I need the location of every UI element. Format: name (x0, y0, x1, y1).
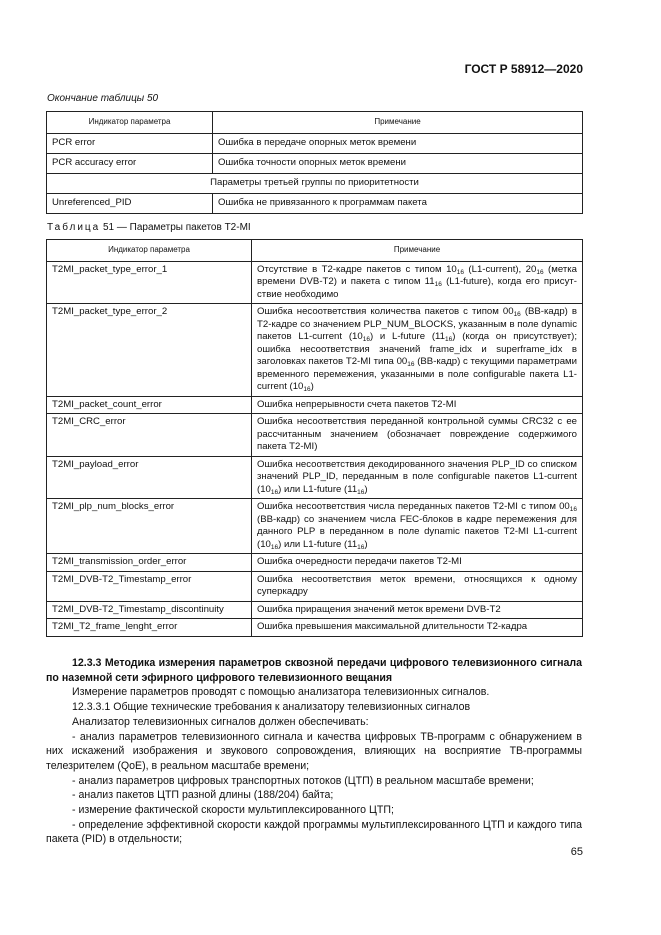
table50-col-note: Примечание (213, 112, 583, 134)
section-heading: 12.3.3 Методика измерения параметров сквозной передачи цифрового телевизионного сигнала по наземной сети эфирного цифрового телевизионного вещания (46, 657, 582, 684)
note-text: ) (364, 538, 368, 550)
table50-col-indicator: Индикатор параметра (47, 112, 213, 134)
subscript: 16 (357, 488, 365, 496)
paragraph: Анализатор телевизионных сигналов должен обеспечивать: (72, 715, 369, 728)
table-row (47, 499, 583, 554)
row-note (252, 571, 583, 601)
table-row (47, 554, 583, 572)
row-indicator: T2MI_T2_frame_lenght_error (47, 619, 252, 637)
table-row (47, 396, 583, 414)
table-51 (46, 239, 583, 637)
table51-header-row (47, 240, 583, 262)
row-indicator: T2MI_packet_type_error_2 (47, 304, 252, 397)
paragraph: 12.3.3.1 Общие технические требования к анализатору телевизионных сигналов (72, 701, 471, 714)
note-text: ) и L-future (11 (369, 331, 445, 342)
table-row (47, 133, 583, 153)
row-note (252, 304, 583, 397)
note-text: (BB-кадр) с текущими параметрами временного перемежения, указанными в поле configurable пакета L1-current (10 (257, 356, 577, 392)
paragraph: - анализ параметров телевизионного сигнала и качества цифровых ТВ-программ с обнаружением в них искажений изображения и звукового сопровождения, влияющих на восприятие ТВ-программы телезрителем (QoE), в реальном масштабе времени; (46, 730, 582, 772)
note-text: ) (310, 381, 314, 392)
section-paragraphs (46, 685, 582, 847)
note-text: Отсутствие в T2-кадре пакетов с типом 10 (257, 263, 457, 275)
row-indicator: T2MI_packet_count_error (47, 396, 252, 414)
subscript: 16 (270, 543, 279, 551)
row-indicator: T2MI_plp_num_blocks_error (47, 499, 252, 554)
row-indicator: PCR accuracy error (47, 153, 213, 173)
paragraph: - анализ пакетов ЦТП разной длины (188/204) байта; (72, 789, 334, 802)
standard-code: ГОСТ Р 58912—2020 (464, 62, 583, 76)
table50-caption: Окончание таблицы 50 (47, 93, 159, 104)
subscript: 16 (513, 311, 521, 318)
note-text: ) (когда он присутствует); ошибка несоответствия значений frame_idx и superframe_idx в заголовках пакетов T2-MI типа 00 (257, 331, 577, 367)
row-indicator: T2MI_packet_type_error_1 (47, 261, 252, 304)
subscript: 16 (270, 488, 279, 496)
note-text: ) или L1-future (11 (278, 538, 358, 550)
paragraph: Измерение параметров проводят с помощью анализатора телевизионных сигналов. (72, 686, 490, 699)
note-text: Ошибка очередности передачи пакетов T2-MI (257, 556, 462, 567)
table-row (47, 571, 583, 601)
row-note: Ошибка точности опорных меток времени (213, 153, 583, 173)
note-text: (L1-future), когда его присутствие необходимо (257, 276, 577, 300)
table50-header-row (47, 112, 583, 134)
row-indicator: T2MI_payload_error (47, 456, 252, 499)
row-indicator: T2MI_transmission_order_error (47, 554, 252, 572)
row-note (252, 499, 583, 554)
row-note (252, 396, 583, 414)
subscript: 16 (434, 281, 442, 288)
note-text: (метка времени DVB-T2) и пакета с типом 11 (257, 263, 577, 287)
table51-col-note: Примечание (252, 240, 583, 262)
paragraph: - определение эффективной скорости каждой программы мультиплексированного ЦТП и каждого типа пакета (PID) в отдельности; (46, 818, 582, 846)
subscript: 16 (303, 386, 311, 393)
note-text: Ошибка несоответствия меток времени, относящихся к одному суперкадру (257, 573, 577, 597)
table-row (47, 619, 583, 637)
note-text: ) или L1-future (11 (278, 483, 358, 495)
subscript: 16 (357, 543, 365, 551)
row-note (252, 456, 583, 499)
note-text: (L1-current), 20 (463, 263, 537, 275)
table-row (47, 153, 583, 173)
table-row (47, 601, 583, 619)
row-note (252, 261, 583, 304)
table-row (47, 261, 583, 304)
row-indicator: T2MI_CRC_error (47, 414, 252, 457)
row-indicator: PCR error (47, 133, 213, 153)
table51-col-indicator: Индикатор параметра (47, 240, 252, 262)
subscript: 16 (362, 336, 370, 343)
note-text: (BB-кадр) в T2-кадре со значением PLP_NUM_BLOCKS, указанным в поле dynamic пакетов L1-current (10 (257, 306, 577, 342)
note-text: Ошибка несоответствия количества пакетов с типом 00 (257, 306, 514, 317)
note-text: Ошибка приращения значений меток времени DVB-T2 (257, 603, 501, 615)
row-note (252, 601, 583, 619)
subscript: 16 (536, 268, 544, 276)
row-note (252, 554, 583, 572)
table-row (47, 414, 583, 457)
row-note: Ошибка не привязанного к программам пакета (213, 193, 583, 213)
table51-caption-word: Таблица (47, 222, 101, 233)
row-indicator: T2MI_DVB-T2_Timestamp_discontinuity (47, 601, 252, 619)
row-note: Ошибка в передаче опорных меток времени (213, 133, 583, 153)
row-indicator: T2MI_DVB-T2_Timestamp_error (47, 571, 252, 601)
subscript: 16 (445, 336, 453, 343)
subscript: 16 (569, 506, 577, 513)
note-text: Ошибка превышения максимальной длительности T2-кадра (257, 621, 528, 632)
group-row-label: Параметры третьей группы по приоритетности (47, 173, 583, 193)
paragraph: - измерение фактической скорости мультиплексированного ЦТП; (72, 804, 394, 817)
table-row (47, 193, 583, 213)
section-12-3-3 (46, 656, 582, 847)
note-text: Ошибка несоответствия декодированного значения PLP_ID со списком значений PLP_ID, переданным в поле configurable пакетов L1-current (10 (257, 458, 577, 495)
table-group-row (47, 173, 583, 193)
note-text: Ошибка непрерывности счета пакетов T2-MI (257, 398, 457, 410)
row-note (252, 414, 583, 457)
row-note (252, 619, 583, 637)
note-text: Ошибка несоответствия переданной контрольной суммы CRC32 с ее рассчитанным значением (обозначает повреждение содержимого пакета T2-MI) (257, 416, 577, 452)
table-50 (46, 111, 583, 214)
table51-caption-title: 51 — Параметры пакетов T2-MI (103, 222, 251, 233)
subscript: 16 (456, 268, 464, 276)
table51-caption (47, 222, 251, 233)
note-text: ) (364, 483, 368, 495)
row-indicator: Unreferenced_PID (47, 193, 213, 213)
table-row (47, 456, 583, 499)
table-row (47, 304, 583, 397)
paragraph: - анализ параметров цифровых транспортных потоков (ЦТП) в реальном масштабе времени; (72, 774, 534, 787)
note-text: Ошибка несоответствия числа переданных пакетов T2-MI с типом 00 (257, 501, 570, 512)
page-number: 65 (570, 846, 583, 858)
subscript: 16 (407, 361, 415, 368)
note-text: (BB-кадр) со значением числа FEC-блоков в кадре перемежения для данного PLP в переданном в поле dynamic пакетов T2-MI L1-current (10 (257, 513, 577, 550)
